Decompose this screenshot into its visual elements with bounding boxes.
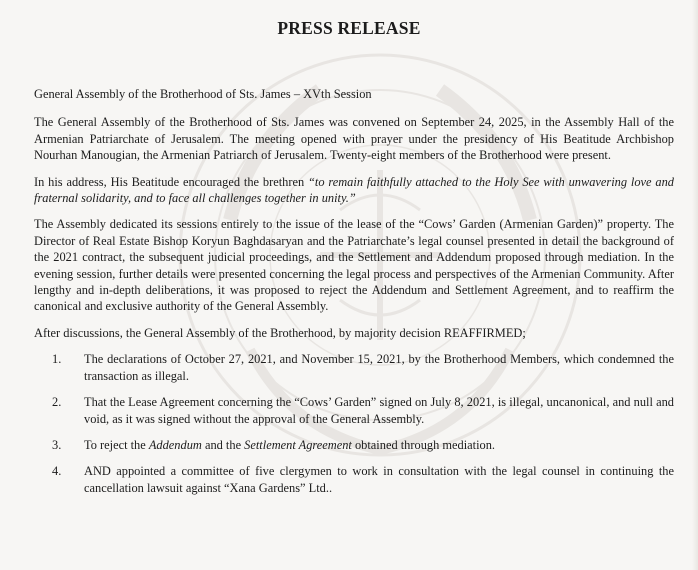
list-item [52,437,674,453]
paragraph-sessions: The Assembly dedicated its sessions entirely to the issue of the lease of the “Cows’ Garden (Armenian Garden)” property. The Director of Real Estate Bishop Koryun Baghdasaryan and the Patriarchate’s legal counsel presented in detail the background of the 2021 contract, the subsequent judicial proceedings, and the Settlement and Addendum proposed through mediation. In the evening session, further details were presented concerning the legal process and perspectives of the Armenian Community. After lengthy and in-depth deliberations, it was proposed to reject the Addendum and Settlement Agreement, and to reaffirm the canonical and exclusive authority of the General Assembly. [34,217,674,314]
list-text: That the Lease Agreement concerning the “Cows’ Garden” signed on July 8, 2021, is illegal, uncanonical, and null and void, as it was signed without the approval of the General Assembly. [84,395,674,426]
subtitle: General Assembly of the Brotherhood of Sts. James – XVth Session [34,87,372,101]
list-item [52,394,674,427]
list-text-addendum: Addendum [148,437,202,452]
list-text: AND appointed a committee of five clergymen to work in consultation with the legal counsel in continuing the cancellation lawsuit against “Xana Gardens” Ltd.. [84,464,674,495]
list-text-settlement: Settlement Agreement [244,437,352,452]
list-number: 4. [52,464,62,479]
list-item [52,463,674,496]
list-number: 3. [52,437,62,452]
list-text-pre: To reject the [84,437,149,452]
decision-list [34,351,674,496]
paragraph-convening: The General Assembly of the Brotherhood of Sts. James was convened on September 24, 2025, in the Assembly Hall of the Armenian Patriarchate of Jerusalem. The meeting opened with prayer under the presidency of His Beatitude Archbishop Nourhan Manougian, the Armenian Patriarch of Jerusalem. Twenty-eight members of the Brotherhood were present. [34,115,674,163]
list-number: 1. [52,352,62,367]
address-quote: “to remain faithfully attached to the Holy See with unwavering love and fraternal solidarity, and to face all challenges together in unity.” [34,174,674,206]
list-item [52,351,674,384]
list-number: 2. [52,395,62,410]
paragraph-decision: After discussions, the General Assembly of the Brotherhood, by majority decision REAFFIRMED; [34,325,526,340]
address-lead: In his address, His Beatitude encouraged the brethren [34,174,308,189]
list-text: The declarations of October 27, 2021, and November 15, 2021, by the Brotherhood Members, which condemned the transaction as illegal. [84,352,674,383]
page-title: PRESS RELEASE [277,18,421,38]
paragraph-address [34,174,674,207]
page-edge [692,0,698,570]
list-text-post: obtained through mediation. [351,437,496,452]
document-body [34,86,674,506]
list-text-mid: and the [201,437,245,452]
